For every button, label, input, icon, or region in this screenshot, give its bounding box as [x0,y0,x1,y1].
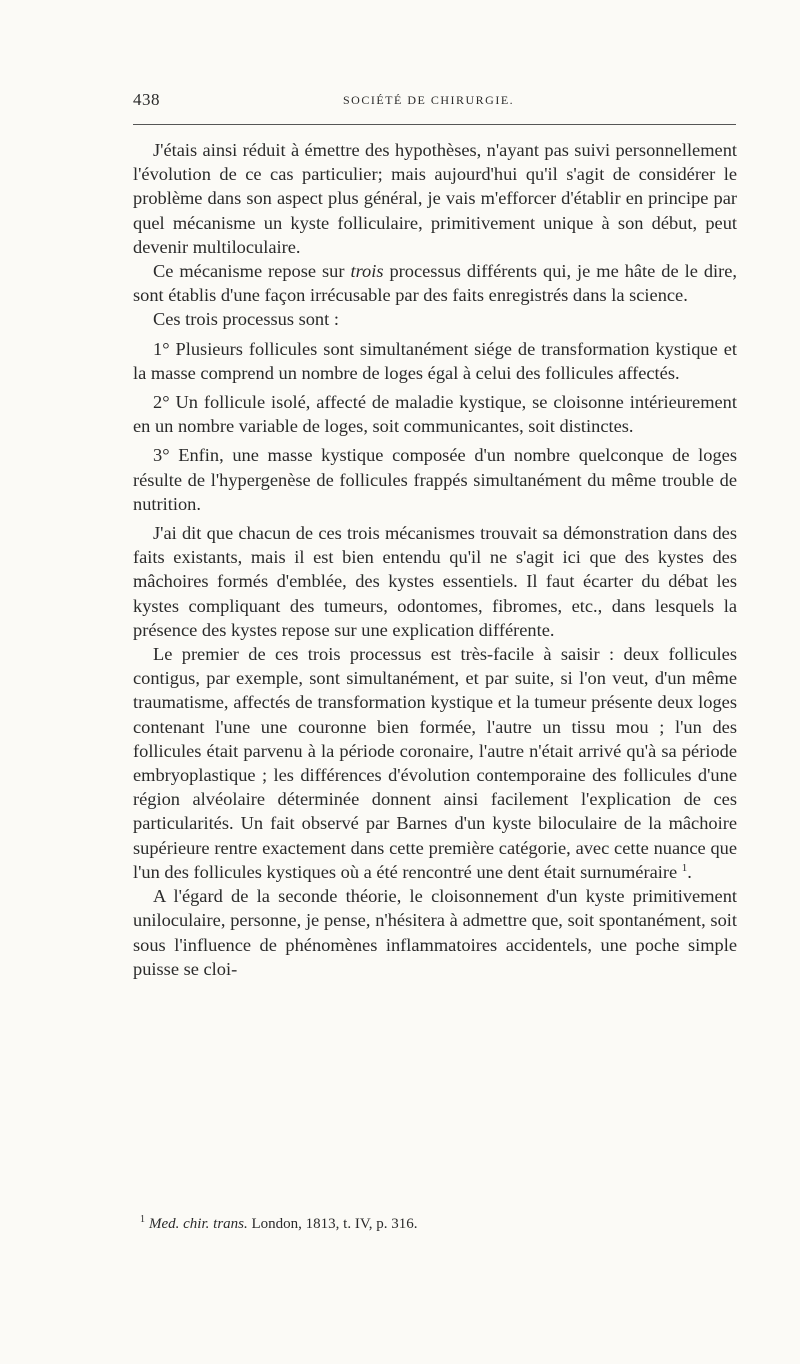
footnote-journal-title: Med. chir. trans. [149,1216,248,1232]
paragraph-2 [133,259,737,307]
paragraph-7: J'ai dit que chacun de ces trois mécanismes trouvait sa démonstration dans des faits existants, mais il est bien entendu qu'il ne s'agit ici que des kystes des mâchoires formés d'emblée, des kystes essentiels. Il faut écarter du débat les kystes compliquant des tumeurs, odontomes, fibromes, etc., dans lesquels la présence des kystes repose sur une explication différente. [133,523,737,640]
paragraph-8 [133,642,737,884]
paragraph-1: J'étais ainsi réduit à émettre des hypothèses, n'ayant pas suivi personnellement l'évolution de ce cas particulier; mais aujourd'hui qu'il s'agit de considérer le problème dans son aspect plus général, je vais m'efforcer d'établir en principe par quel mécanisme un kyste folliculaire, primitivement unique à son début, peut devenir multiloculaire. [133,140,737,257]
paragraph-8-end: . [687,861,692,882]
paragraph-9: A l'égard de la seconde théorie, le cloisonnement d'un kyste primitivement uniloculaire, personne, je pense, n'hésitera à admettre que, soit spontanément, soit sous l'influence de phénomènes inflammatoires accidentels, une poche simple puisse se cloi- [133,886,737,979]
page-number: 438 [133,90,160,109]
paragraph-5: 2° Un follicule isolé, affecté de maladie kystique, se cloisonne intérieurement en un nombre variable de loges, soit communicantes, soit distinctes. [133,392,737,437]
paragraph-8-text: Le premier de ces trois processus est très-facile à saisir : deux follicules contigus, par exemple, sont simultanément, et par suite, si l'on veut, d'un même traumatisme, affectés de transformation kystique et la tumeur présente deux loges contenant l'une une couronne bien formée, l'autre un tissu mou ; l'un des follicules était parvenu à la période coronaire, l'autre n'était arrivé qu'à sa période embryoplastique ; les différences d'évolution contemporaine des follicules d'une région alvéolaire déterminée donnent ainsi facilement l'explication de ces particularités. Un fait observé par Barnes d'un kyste biloculaire de la mâchoire supérieure rentre exactement dans cette première catégorie, avec cette nuance que l'un des follicules kystiques où a été rencontré une dent était surnuméraire [133,644,737,882]
paragraph-3: Ces trois processus sont : [153,309,339,330]
running-title: SOCIÉTÉ DE CHIRURGIE. [343,93,515,107]
paragraph-2-end: processus différents qui, je me hâte de le dire, sont établis d'une façon irrécusable par des faits enregistrés dans la science. [133,261,738,306]
footnote-mark: 1 [140,1214,145,1225]
page-header [133,90,738,112]
footnote-reference: 1 [681,861,688,874]
paragraph-4: 1° Plusieurs follicules sont simultanément siége de transformation kystique et la masse comprend un nombre de loges égal à celui des follicules affectés. [133,338,737,383]
paragraph-2-start: Ce mécanisme repose sur [153,261,351,282]
emphasis-trois: trois [350,261,384,282]
header-rule [133,124,736,125]
footnote [140,1210,730,1234]
footnote-citation: London, 1813, t. IV, p. 316. [247,1216,418,1232]
paragraph-6: 3° Enfin, une masse kystique composée d'un nombre quelconque de loges résulte de l'hypergenèse de follicules frappés simultanément du même trouble de nutrition. [133,445,737,514]
body-text [133,138,737,981]
